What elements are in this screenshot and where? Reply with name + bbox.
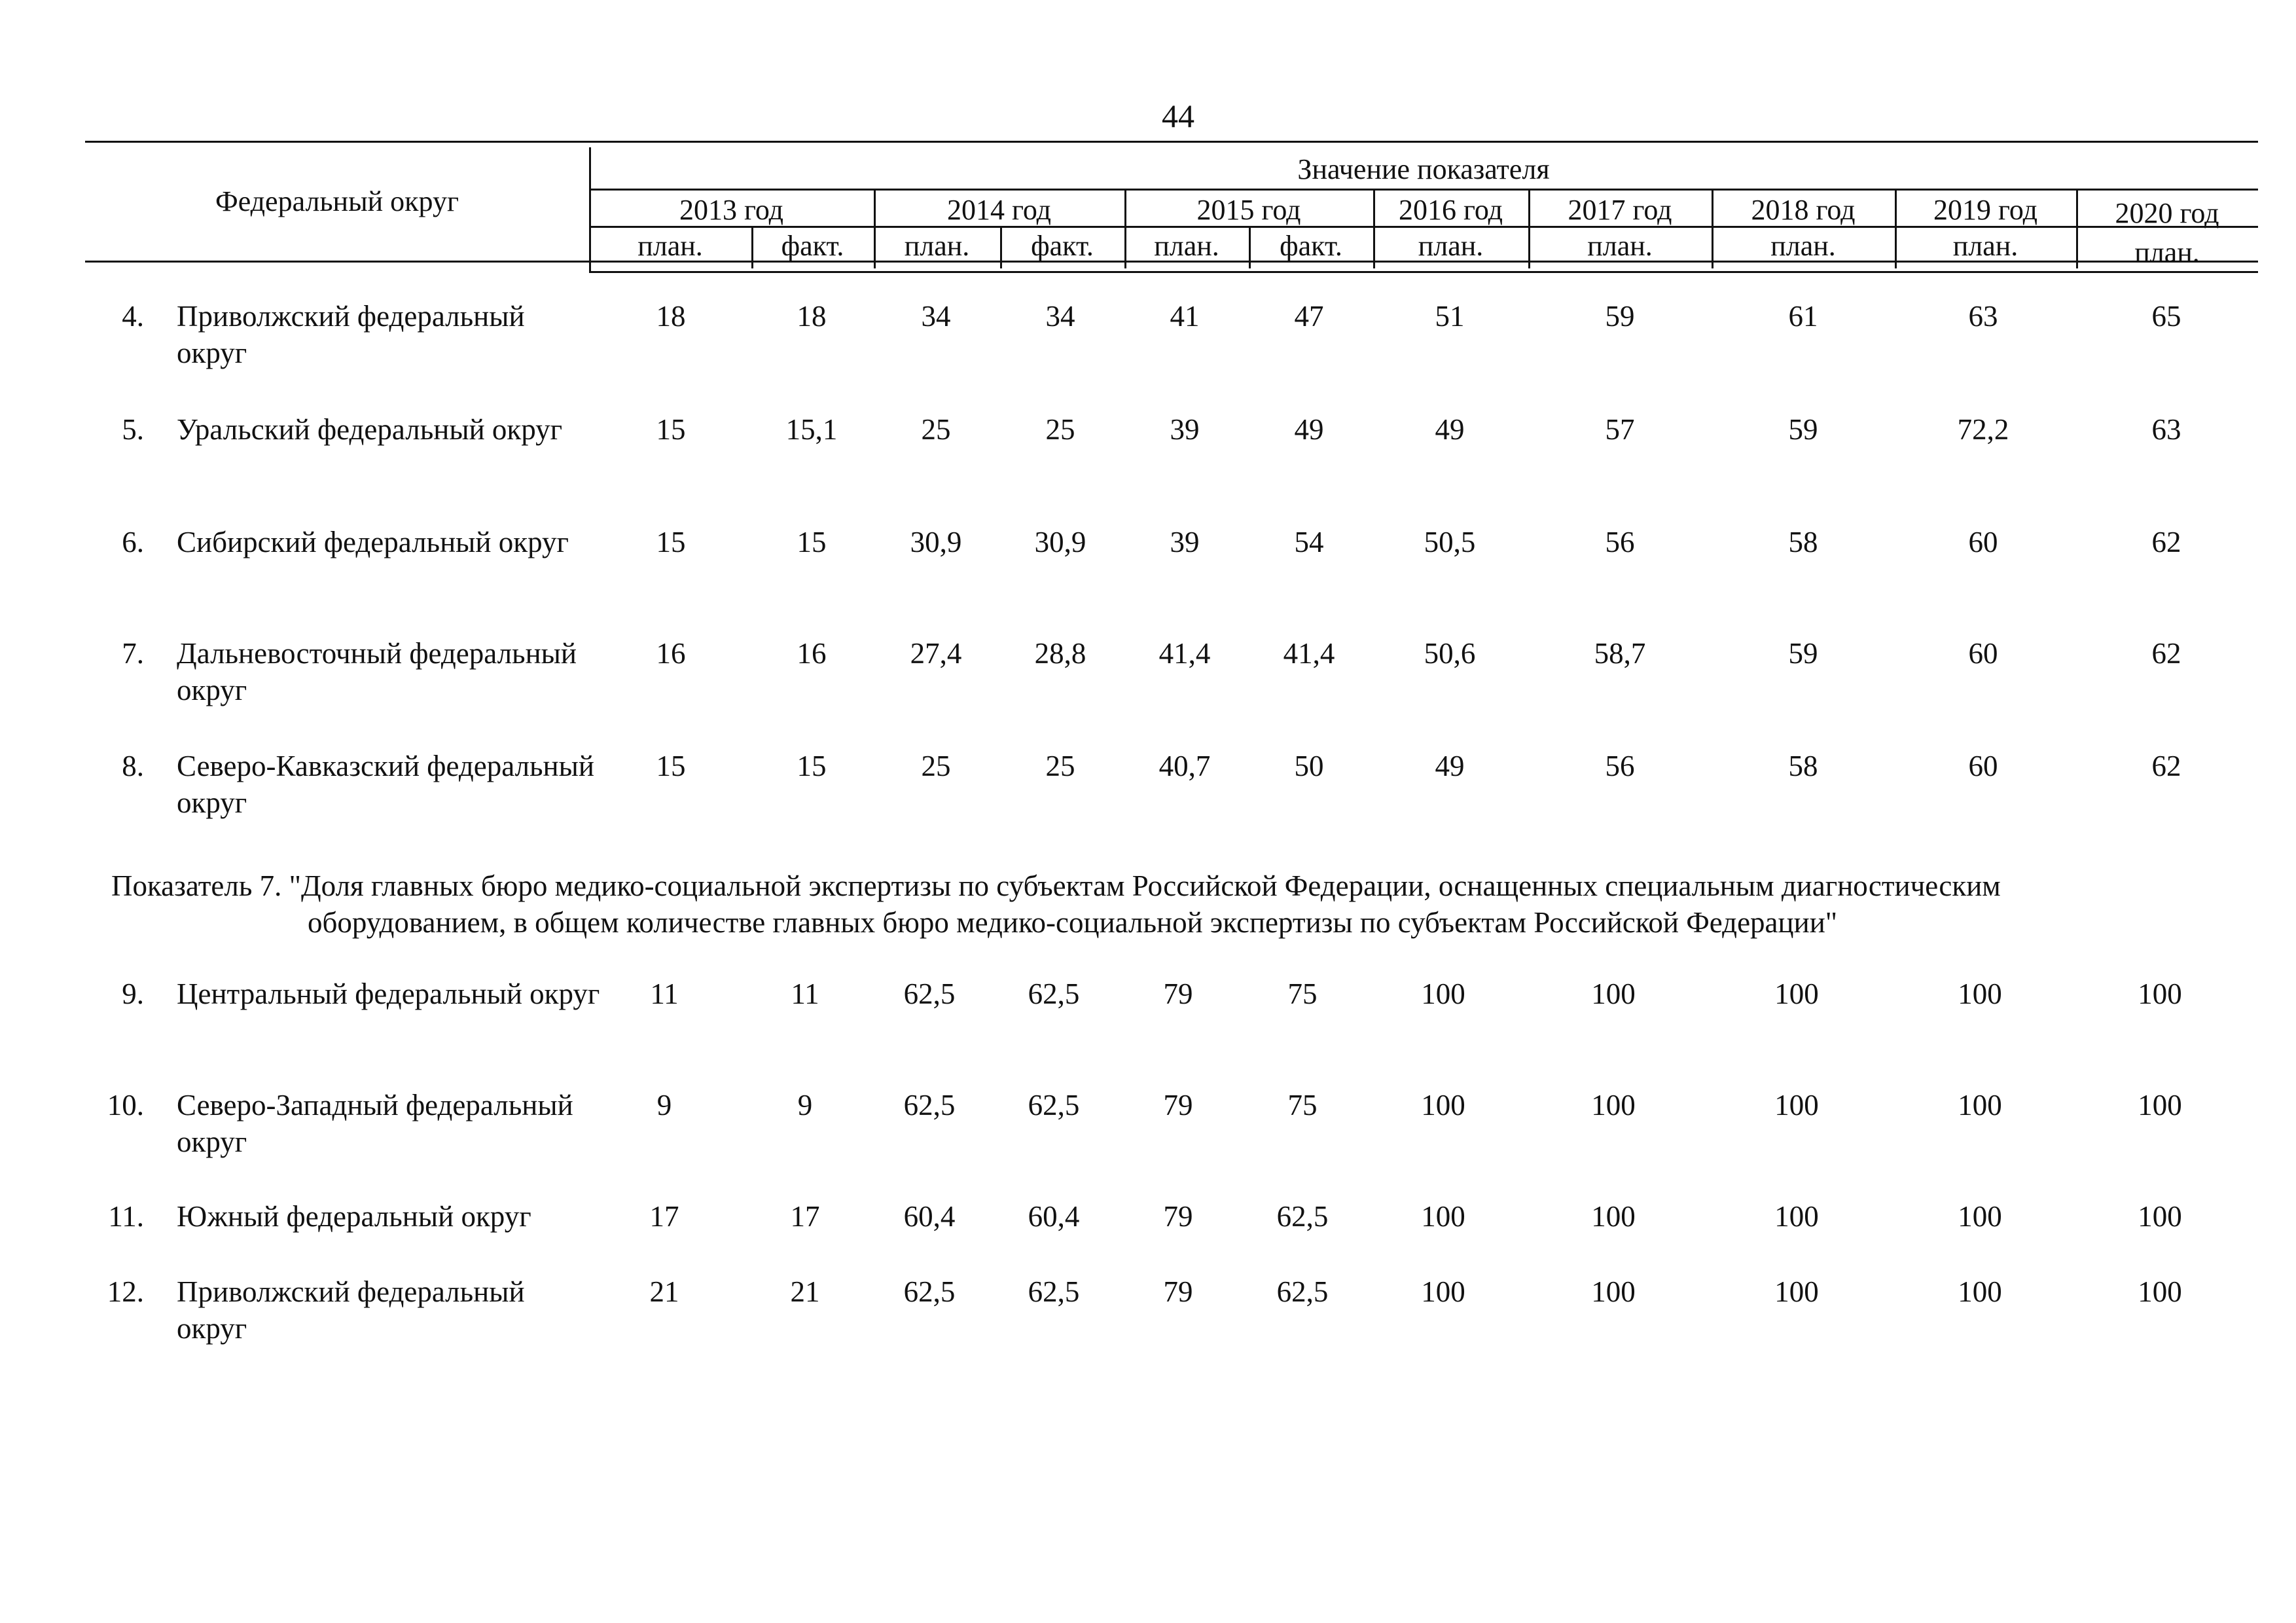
row-number: 5.	[122, 413, 144, 446]
value-cell: 58	[1788, 750, 1818, 782]
value-cell: 34	[921, 300, 951, 333]
plan-header: план.	[1154, 230, 1219, 262]
value-cell: 62	[2151, 526, 2181, 558]
indicator-line-1: Показатель 7. "Доля главных бюро медико-социальной экспертизы по субъектам Российской Федерации, оснащенных специальным диагностическим	[111, 869, 2001, 902]
district-name: Дальневосточный федеральный округ	[177, 637, 577, 706]
year-header: 2017 год	[1568, 194, 1672, 226]
value-cell: 30,9	[910, 526, 962, 558]
plan-header: план.	[1587, 230, 1653, 262]
value-cell: 25	[921, 750, 951, 782]
value-cell: 65	[2151, 300, 2181, 333]
value-cell: 59	[1788, 413, 1818, 446]
value-cell: 21	[790, 1275, 820, 1308]
value-cell: 100	[1591, 1089, 1636, 1122]
value-title: Значение показателя	[1297, 153, 1550, 185]
row-number: 12.	[107, 1275, 144, 1308]
value-cell: 62	[2151, 637, 2181, 670]
value-cell: 49	[1435, 413, 1465, 446]
plan-header: план.	[1770, 230, 1836, 262]
value-cell: 41,4	[1158, 637, 1211, 670]
value-cell: 58,7	[1594, 637, 1646, 670]
value-cell: 100	[2138, 1275, 2182, 1308]
indicator-line-2: оборудованием, в общем количестве главных бюро медико-социальной экспертизы по субъектам Российской Федерации"	[308, 906, 1838, 939]
value-cell: 100	[1774, 977, 1819, 1010]
value-cell: 56	[1605, 750, 1635, 782]
value-cell: 100	[2138, 977, 2182, 1010]
value-cell: 11	[650, 977, 679, 1010]
value-cell: 79	[1163, 1200, 1193, 1233]
value-cell: 100	[1591, 977, 1636, 1010]
plan-header: план.	[2134, 236, 2200, 268]
value-cell: 17	[790, 1200, 820, 1233]
value-cell: 63	[2151, 413, 2181, 446]
value-cell: 15	[656, 750, 686, 782]
value-cell: 39	[1170, 526, 1200, 558]
value-cell: 34	[1045, 300, 1075, 333]
plan-header: план.	[1418, 230, 1484, 262]
value-cell: 62,5	[1028, 1089, 1080, 1122]
value-cell: 18	[656, 300, 686, 333]
value-cell: 72,2	[1957, 413, 2009, 446]
value-cell: 60	[1968, 526, 1998, 558]
value-cell: 18	[797, 300, 827, 333]
value-cell: 15	[656, 413, 686, 446]
year-header: 2015 год	[1196, 194, 1301, 226]
value-cell: 16	[656, 637, 686, 670]
value-cell: 100	[1774, 1200, 1819, 1233]
value-cell: 100	[2138, 1089, 2182, 1122]
value-cell: 100	[1421, 1089, 1465, 1122]
value-cell: 28,8	[1034, 637, 1086, 670]
row-number: 9.	[122, 977, 144, 1010]
value-cell: 100	[1591, 1200, 1636, 1233]
value-cell: 100	[1421, 1200, 1465, 1233]
value-cell: 100	[1421, 1275, 1465, 1308]
value-cell: 60	[1968, 750, 1998, 782]
plan-header: план.	[904, 230, 970, 262]
value-cell: 75	[1287, 977, 1318, 1010]
value-cell: 79	[1163, 1275, 1193, 1308]
value-cell: 39	[1170, 413, 1200, 446]
fact-header: факт.	[1280, 230, 1342, 262]
value-cell: 21	[649, 1275, 679, 1308]
value-cell: 60,4	[1028, 1200, 1080, 1233]
district-name: Центральный федеральный округ	[177, 977, 600, 1010]
row-number: 8.	[122, 750, 144, 782]
district-name: Сибирский федеральный округ	[177, 526, 569, 558]
value-cell: 25	[1045, 413, 1075, 446]
value-cell: 17	[649, 1200, 679, 1233]
header-top-rule	[85, 141, 2258, 143]
value-cell: 15	[656, 526, 686, 558]
district-name: Приволжский федеральный округ	[177, 1275, 525, 1345]
value-cell: 62,5	[903, 1275, 956, 1308]
value-cell: 56	[1605, 526, 1635, 558]
page-number: 44	[1162, 98, 1194, 134]
value-cell: 62,5	[1028, 1275, 1080, 1308]
value-cell: 50	[1294, 750, 1324, 782]
value-cell: 47	[1294, 300, 1324, 333]
value-cell: 41,4	[1283, 637, 1335, 670]
year-header: 2013 год	[679, 194, 784, 226]
header-years-rule	[589, 189, 2258, 191]
row-number: 11.	[108, 1200, 144, 1233]
value-cell: 62	[2151, 750, 2181, 782]
row-number: 4.	[122, 300, 144, 333]
value-cell: 75	[1287, 1089, 1318, 1122]
district-name: Приволжский федеральный округ	[177, 300, 525, 369]
indicator-heading	[111, 867, 2245, 941]
value-cell: 15,1	[785, 413, 838, 446]
value-cell: 30,9	[1034, 526, 1086, 558]
value-cell: 50,6	[1424, 637, 1476, 670]
value-cell: 62,5	[1276, 1200, 1329, 1233]
value-cell: 100	[1958, 1089, 2002, 1122]
year-header: 2018 год	[1751, 194, 1856, 226]
value-cell: 50,5	[1424, 526, 1476, 558]
value-cell: 100	[1774, 1089, 1819, 1122]
fact-header: факт.	[781, 230, 844, 262]
district-name: Уральский федеральный округ	[177, 413, 563, 446]
year-header: 2016 год	[1398, 194, 1503, 226]
value-cell: 27,4	[910, 637, 962, 670]
value-cell: 79	[1163, 977, 1193, 1010]
value-cell: 61	[1788, 300, 1818, 333]
value-cell: 49	[1294, 413, 1324, 446]
value-cell: 100	[1958, 1200, 2002, 1233]
value-cell: 63	[1968, 300, 1998, 333]
district-name: Южный федеральный округ	[177, 1200, 531, 1233]
value-cell: 60,4	[903, 1200, 956, 1233]
value-cell: 79	[1163, 1089, 1193, 1122]
header-bottom-rule-right	[589, 271, 2258, 273]
value-cell: 25	[921, 413, 951, 446]
plan-header: план.	[637, 230, 703, 262]
district-name: Северо-Кавказский федеральный округ	[177, 750, 594, 819]
value-cell: 9	[656, 1089, 672, 1122]
value-cell: 11	[791, 977, 819, 1010]
table-header	[0, 0, 2296, 282]
value-cell: 58	[1788, 526, 1818, 558]
value-cell: 15	[797, 750, 827, 782]
district-name: Северо-Западный федеральный округ	[177, 1089, 573, 1158]
year-header: 2014 год	[946, 194, 1052, 226]
value-cell: 15	[797, 526, 827, 558]
value-cell: 62,5	[903, 977, 956, 1010]
value-cell: 62,5	[1276, 1275, 1329, 1308]
value-cell: 100	[2138, 1200, 2182, 1233]
value-cell: 40,7	[1158, 750, 1211, 782]
value-cell: 62,5	[1028, 977, 1080, 1010]
value-cell: 16	[797, 637, 827, 670]
value-cell: 54	[1294, 526, 1324, 558]
row-number: 6.	[122, 526, 144, 558]
value-cell: 60	[1968, 637, 1998, 670]
value-cell: 25	[1045, 750, 1075, 782]
district-column-header: Федеральный округ	[215, 185, 459, 217]
fact-header: факт.	[1031, 230, 1094, 262]
value-cell: 62,5	[903, 1089, 956, 1122]
value-cell: 100	[1591, 1275, 1636, 1308]
row-number: 10.	[107, 1089, 144, 1122]
value-cell: 100	[1774, 1275, 1819, 1308]
plan-header: план.	[1952, 230, 2018, 262]
value-cell: 9	[797, 1089, 813, 1122]
value-cell: 57	[1605, 413, 1635, 446]
value-cell: 51	[1435, 300, 1465, 333]
year-header: 2020 год	[2115, 197, 2219, 229]
year-header: 2019 год	[1933, 194, 2038, 226]
row-number: 7.	[122, 637, 144, 670]
value-cell: 100	[1958, 977, 2002, 1010]
value-cell: 100	[1958, 1275, 2002, 1308]
value-cell: 59	[1605, 300, 1635, 333]
value-cell: 41	[1170, 300, 1200, 333]
value-cell: 59	[1788, 637, 1818, 670]
value-cell: 100	[1421, 977, 1465, 1010]
value-cell: 49	[1435, 750, 1465, 782]
